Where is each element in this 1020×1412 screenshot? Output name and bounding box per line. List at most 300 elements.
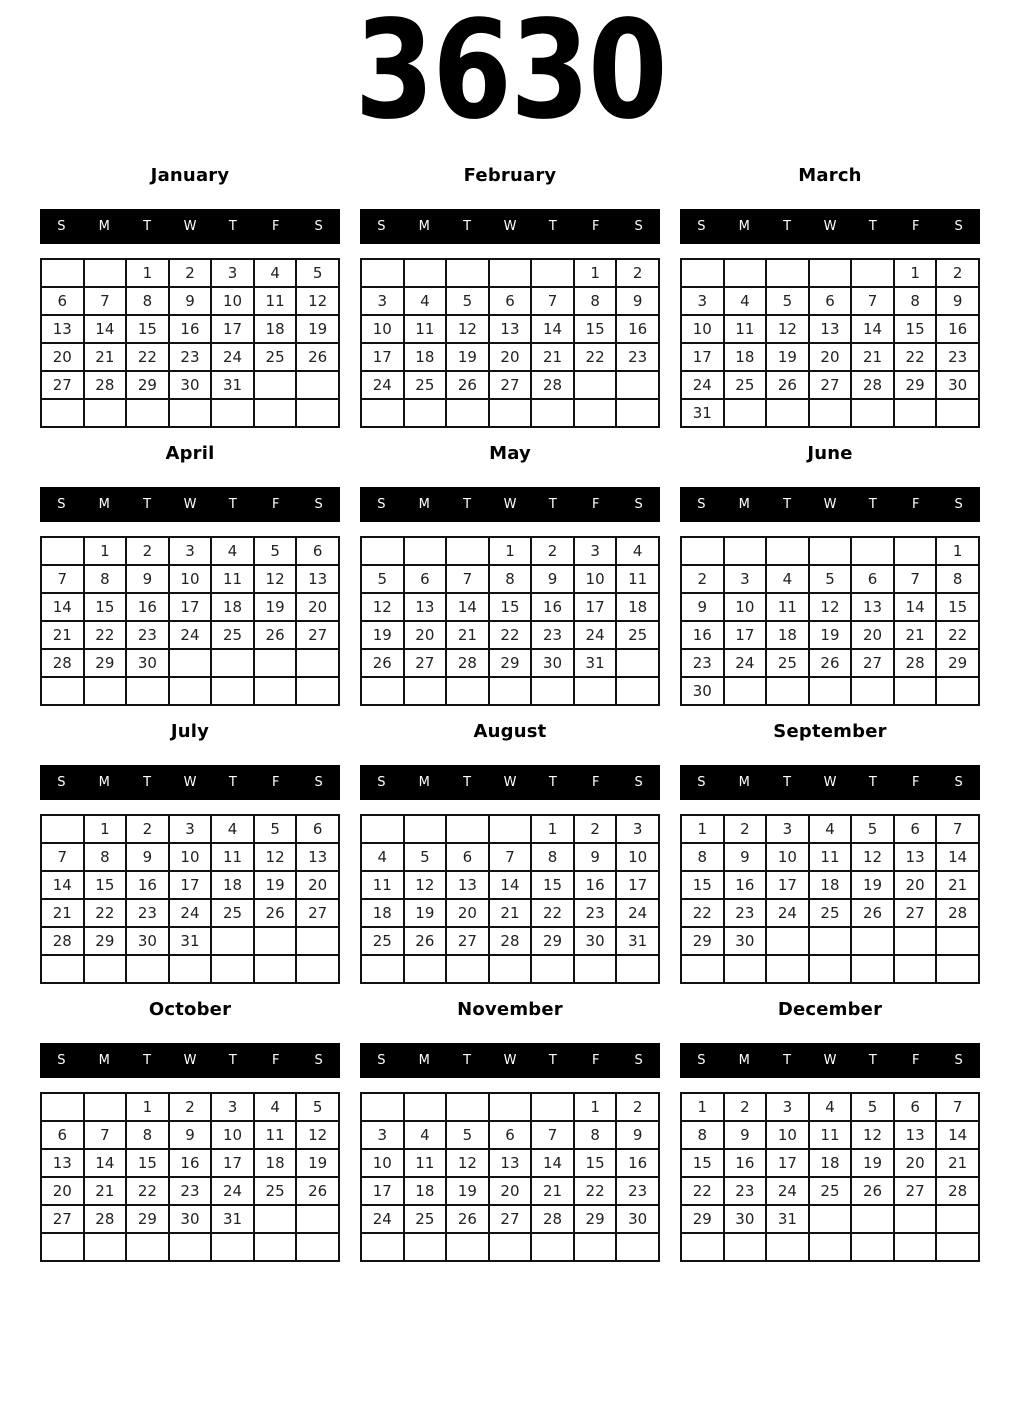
day-cell: 1 <box>84 815 127 843</box>
empty-day-cell <box>41 1093 84 1121</box>
day-cell: 27 <box>296 621 339 649</box>
day-cell: 31 <box>574 649 617 677</box>
day-cell: 16 <box>616 315 659 343</box>
weekday-label: M <box>98 1053 110 1068</box>
day-cell: 22 <box>936 621 979 649</box>
empty-day-cell <box>851 677 894 705</box>
day-cell: 1 <box>531 815 574 843</box>
empty-day-cell <box>254 399 297 427</box>
day-cell: 18 <box>254 1149 297 1177</box>
month-title: February <box>463 165 557 186</box>
empty-day-cell <box>446 955 489 983</box>
day-cell: 31 <box>169 927 212 955</box>
day-cell: 30 <box>126 649 169 677</box>
empty-day-cell <box>809 537 852 565</box>
day-cell: 21 <box>851 343 894 371</box>
empty-day-cell <box>126 399 169 427</box>
day-cell: 18 <box>254 315 297 343</box>
week-row <box>681 621 979 649</box>
day-cell: 9 <box>574 843 617 871</box>
day-cell: 14 <box>446 593 489 621</box>
day-cell: 22 <box>126 343 169 371</box>
day-cell: 1 <box>681 815 724 843</box>
day-cell: 20 <box>446 899 489 927</box>
day-cell: 4 <box>809 1093 852 1121</box>
month-june <box>680 443 980 721</box>
empty-day-cell <box>851 259 894 287</box>
weekday-label: W <box>503 219 517 234</box>
weekday-label: T <box>463 497 472 512</box>
weekday-label: S <box>57 1053 66 1068</box>
empty-day-cell <box>489 1093 532 1121</box>
day-cell: 4 <box>766 565 809 593</box>
empty-day-cell <box>531 1093 574 1121</box>
empty-day-cell <box>681 537 724 565</box>
day-cell: 10 <box>361 315 404 343</box>
empty-day-cell <box>531 259 574 287</box>
empty-day-cell <box>361 537 404 565</box>
week-row <box>361 649 659 677</box>
weekday-label: M <box>418 1053 430 1068</box>
day-cell: 17 <box>766 871 809 899</box>
month-september <box>680 721 980 999</box>
week-row <box>681 815 979 843</box>
day-cell: 15 <box>894 315 937 343</box>
day-cell: 24 <box>724 649 767 677</box>
empty-day-cell <box>84 1093 127 1121</box>
day-cell: 9 <box>724 1121 767 1149</box>
day-cell: 5 <box>446 287 489 315</box>
day-cell: 15 <box>84 871 127 899</box>
day-cell: 10 <box>616 843 659 871</box>
weekday-label: S <box>954 1053 963 1068</box>
empty-day-cell <box>254 1233 297 1261</box>
day-cell: 24 <box>211 343 254 371</box>
empty-day-cell <box>574 955 617 983</box>
weekday-label: W <box>823 1053 837 1068</box>
empty-day-cell <box>41 677 84 705</box>
empty-day-cell <box>681 259 724 287</box>
day-cell: 18 <box>809 871 852 899</box>
day-cell: 28 <box>84 1205 127 1233</box>
day-cell: 3 <box>169 537 212 565</box>
day-cell: 8 <box>574 287 617 315</box>
day-cell: 17 <box>724 621 767 649</box>
day-cell: 7 <box>851 287 894 315</box>
empty-day-cell <box>724 677 767 705</box>
weekday-label: S <box>57 219 66 234</box>
day-cell: 7 <box>894 565 937 593</box>
day-cell: 24 <box>766 899 809 927</box>
weekday-label: S <box>377 219 386 234</box>
weekday-label: T <box>548 497 557 512</box>
empty-day-cell <box>169 955 212 983</box>
weekday-label: F <box>271 775 280 790</box>
day-cell: 14 <box>41 871 84 899</box>
day-cell: 9 <box>616 1121 659 1149</box>
day-cell: 17 <box>574 593 617 621</box>
day-cell: 30 <box>724 1205 767 1233</box>
empty-day-cell <box>404 259 447 287</box>
weekday-label: T <box>143 219 152 234</box>
day-cell: 15 <box>126 315 169 343</box>
week-row <box>361 287 659 315</box>
empty-day-cell <box>851 1233 894 1261</box>
empty-day-cell <box>404 1233 447 1261</box>
empty-day-cell <box>296 1205 339 1233</box>
week-row <box>361 259 659 287</box>
day-cell: 22 <box>681 899 724 927</box>
weekday-label: T <box>143 497 152 512</box>
empty-day-cell <box>404 399 447 427</box>
weekday-label: F <box>911 219 920 234</box>
empty-day-cell <box>254 955 297 983</box>
date-table-body <box>361 1093 659 1261</box>
weekday-label: S <box>377 775 386 790</box>
empty-day-cell <box>296 927 339 955</box>
day-cell: 14 <box>489 871 532 899</box>
day-cell: 6 <box>489 1121 532 1149</box>
weekday-label: W <box>503 775 517 790</box>
weekday-label: W <box>183 497 197 512</box>
day-cell: 8 <box>681 843 724 871</box>
day-cell: 2 <box>724 815 767 843</box>
weekday-bar <box>360 209 660 244</box>
week-row <box>41 1149 339 1177</box>
month-october <box>40 999 340 1277</box>
day-cell: 30 <box>616 1205 659 1233</box>
date-table <box>40 814 340 984</box>
week-row <box>41 621 339 649</box>
weekday-label: F <box>911 775 920 790</box>
day-cell: 4 <box>211 537 254 565</box>
date-table <box>360 814 660 984</box>
day-cell: 10 <box>211 1121 254 1149</box>
day-cell: 7 <box>41 843 84 871</box>
week-row <box>681 399 979 427</box>
day-cell: 29 <box>681 1205 724 1233</box>
empty-day-cell <box>724 537 767 565</box>
day-cell: 17 <box>766 1149 809 1177</box>
day-cell: 14 <box>894 593 937 621</box>
empty-day-cell <box>894 677 937 705</box>
day-cell: 19 <box>809 621 852 649</box>
day-cell: 19 <box>296 315 339 343</box>
day-cell: 16 <box>724 1149 767 1177</box>
day-cell: 23 <box>574 899 617 927</box>
week-row <box>681 1233 979 1261</box>
weekday-label: T <box>783 775 792 790</box>
week-row <box>41 815 339 843</box>
empty-day-cell <box>766 537 809 565</box>
empty-day-cell <box>809 399 852 427</box>
day-cell: 4 <box>809 815 852 843</box>
day-cell: 1 <box>936 537 979 565</box>
day-cell: 9 <box>616 287 659 315</box>
day-cell: 3 <box>766 815 809 843</box>
weekday-label: T <box>868 775 877 790</box>
week-row <box>681 1121 979 1149</box>
empty-day-cell <box>84 259 127 287</box>
day-cell: 12 <box>404 871 447 899</box>
week-row <box>361 899 659 927</box>
day-cell: 8 <box>894 287 937 315</box>
day-cell: 19 <box>766 343 809 371</box>
weekday-label: W <box>823 219 837 234</box>
empty-day-cell <box>211 955 254 983</box>
weekday-label: M <box>418 219 430 234</box>
day-cell: 24 <box>211 1177 254 1205</box>
empty-day-cell <box>296 399 339 427</box>
day-cell: 5 <box>254 815 297 843</box>
week-row <box>361 1205 659 1233</box>
week-row <box>361 955 659 983</box>
empty-day-cell <box>169 1233 212 1261</box>
day-cell: 19 <box>296 1149 339 1177</box>
empty-day-cell <box>296 1233 339 1261</box>
empty-day-cell <box>766 955 809 983</box>
day-cell: 19 <box>361 621 404 649</box>
week-row <box>41 537 339 565</box>
day-cell: 23 <box>616 1177 659 1205</box>
day-cell: 29 <box>894 371 937 399</box>
day-cell: 27 <box>809 371 852 399</box>
day-cell: 12 <box>446 315 489 343</box>
weekday-bar <box>40 209 340 244</box>
weekday-label: S <box>954 219 963 234</box>
day-cell: 31 <box>681 399 724 427</box>
day-cell: 11 <box>361 871 404 899</box>
weekday-bar <box>680 1043 980 1078</box>
weekday-label: S <box>314 497 323 512</box>
empty-day-cell <box>404 815 447 843</box>
day-cell: 1 <box>574 259 617 287</box>
day-cell: 27 <box>489 1205 532 1233</box>
day-cell: 22 <box>681 1177 724 1205</box>
day-cell: 23 <box>169 343 212 371</box>
month-march <box>680 165 980 443</box>
weekday-bar <box>40 487 340 522</box>
day-cell: 25 <box>404 1205 447 1233</box>
week-row <box>681 287 979 315</box>
day-cell: 28 <box>936 1177 979 1205</box>
day-cell: 26 <box>254 899 297 927</box>
day-cell: 18 <box>211 593 254 621</box>
empty-day-cell <box>404 537 447 565</box>
week-row <box>41 1177 339 1205</box>
day-cell: 30 <box>574 927 617 955</box>
weekday-label: S <box>954 497 963 512</box>
empty-day-cell <box>936 1233 979 1261</box>
day-cell: 13 <box>851 593 894 621</box>
day-cell: 17 <box>211 315 254 343</box>
day-cell: 27 <box>41 1205 84 1233</box>
empty-day-cell <box>489 1233 532 1261</box>
day-cell: 8 <box>84 843 127 871</box>
empty-day-cell <box>724 259 767 287</box>
day-cell: 8 <box>84 565 127 593</box>
empty-day-cell <box>84 399 127 427</box>
week-row <box>361 399 659 427</box>
day-cell: 8 <box>531 843 574 871</box>
weekday-label: T <box>868 219 877 234</box>
week-row <box>41 927 339 955</box>
day-cell: 5 <box>446 1121 489 1149</box>
day-cell: 3 <box>211 259 254 287</box>
empty-day-cell <box>404 677 447 705</box>
day-cell: 12 <box>254 843 297 871</box>
date-table-body <box>361 815 659 983</box>
empty-day-cell <box>894 1233 937 1261</box>
day-cell: 23 <box>126 621 169 649</box>
day-cell: 2 <box>126 815 169 843</box>
empty-day-cell <box>84 677 127 705</box>
month-title: September <box>773 721 887 742</box>
day-cell: 9 <box>936 287 979 315</box>
empty-day-cell <box>809 927 852 955</box>
day-cell: 11 <box>211 565 254 593</box>
day-cell: 7 <box>84 287 127 315</box>
empty-day-cell <box>616 649 659 677</box>
weekday-label: T <box>143 775 152 790</box>
empty-day-cell <box>446 1093 489 1121</box>
day-cell: 29 <box>531 927 574 955</box>
day-cell: 11 <box>404 1149 447 1177</box>
empty-day-cell <box>41 537 84 565</box>
day-cell: 12 <box>809 593 852 621</box>
week-row <box>41 1121 339 1149</box>
day-cell: 17 <box>616 871 659 899</box>
weekday-label: T <box>463 775 472 790</box>
day-cell: 17 <box>169 593 212 621</box>
month-title: January <box>150 165 230 186</box>
day-cell: 18 <box>766 621 809 649</box>
day-cell: 11 <box>809 1121 852 1149</box>
weekday-label: S <box>634 775 643 790</box>
day-cell: 19 <box>851 1149 894 1177</box>
day-cell: 27 <box>489 371 532 399</box>
day-cell: 11 <box>766 593 809 621</box>
week-row <box>681 843 979 871</box>
week-row <box>41 287 339 315</box>
empty-day-cell <box>254 1205 297 1233</box>
day-cell: 29 <box>126 1205 169 1233</box>
day-cell: 10 <box>724 593 767 621</box>
day-cell: 23 <box>681 649 724 677</box>
empty-day-cell <box>531 955 574 983</box>
week-row <box>41 315 339 343</box>
empty-day-cell <box>126 1233 169 1261</box>
day-cell: 9 <box>169 287 212 315</box>
day-cell: 5 <box>809 565 852 593</box>
day-cell: 10 <box>211 287 254 315</box>
week-row <box>361 871 659 899</box>
day-cell: 30 <box>531 649 574 677</box>
day-cell: 7 <box>531 287 574 315</box>
week-row <box>41 1233 339 1261</box>
day-cell: 16 <box>936 315 979 343</box>
weekday-label: F <box>591 497 600 512</box>
day-cell: 27 <box>894 899 937 927</box>
weekday-label: W <box>503 497 517 512</box>
day-cell: 26 <box>296 343 339 371</box>
day-cell: 7 <box>531 1121 574 1149</box>
weekday-label: T <box>868 497 877 512</box>
week-row <box>41 399 339 427</box>
day-cell: 6 <box>446 843 489 871</box>
day-cell: 26 <box>254 621 297 649</box>
day-cell: 3 <box>361 1121 404 1149</box>
empty-day-cell <box>616 1233 659 1261</box>
empty-day-cell <box>936 927 979 955</box>
day-cell: 3 <box>766 1093 809 1121</box>
empty-day-cell <box>254 371 297 399</box>
day-cell: 15 <box>531 871 574 899</box>
day-cell: 6 <box>894 1093 937 1121</box>
day-cell: 28 <box>531 371 574 399</box>
day-cell: 19 <box>446 1177 489 1205</box>
day-cell: 14 <box>531 315 574 343</box>
day-cell: 5 <box>851 1093 894 1121</box>
day-cell: 30 <box>126 927 169 955</box>
day-cell: 12 <box>254 565 297 593</box>
week-row <box>681 1093 979 1121</box>
day-cell: 5 <box>296 1093 339 1121</box>
day-cell: 11 <box>404 315 447 343</box>
date-table-body <box>681 537 979 705</box>
day-cell: 13 <box>446 871 489 899</box>
empty-day-cell <box>169 649 212 677</box>
day-cell: 19 <box>254 871 297 899</box>
date-table-body <box>41 259 339 427</box>
weekday-label: M <box>98 775 110 790</box>
week-row <box>681 1177 979 1205</box>
day-cell: 17 <box>361 1177 404 1205</box>
weekday-label: S <box>697 775 706 790</box>
empty-day-cell <box>41 399 84 427</box>
empty-day-cell <box>254 677 297 705</box>
weekday-label: S <box>634 219 643 234</box>
day-cell: 12 <box>361 593 404 621</box>
day-cell: 23 <box>724 1177 767 1205</box>
empty-day-cell <box>851 399 894 427</box>
day-cell: 18 <box>809 1149 852 1177</box>
day-cell: 18 <box>361 899 404 927</box>
day-cell: 24 <box>616 899 659 927</box>
day-cell: 30 <box>169 1205 212 1233</box>
weekday-label: T <box>548 219 557 234</box>
empty-day-cell <box>169 677 212 705</box>
week-row <box>361 1233 659 1261</box>
date-table <box>680 258 980 428</box>
weekday-label: T <box>228 1053 237 1068</box>
day-cell: 29 <box>84 927 127 955</box>
weekday-bar <box>360 487 660 522</box>
week-row <box>41 649 339 677</box>
calendar-grid <box>40 165 980 1277</box>
day-cell: 12 <box>446 1149 489 1177</box>
empty-day-cell <box>361 677 404 705</box>
weekday-label: W <box>503 1053 517 1068</box>
day-cell: 7 <box>489 843 532 871</box>
empty-day-cell <box>361 1093 404 1121</box>
day-cell: 20 <box>41 1177 84 1205</box>
day-cell: 19 <box>446 343 489 371</box>
date-table <box>360 258 660 428</box>
day-cell: 13 <box>489 1149 532 1177</box>
day-cell: 25 <box>616 621 659 649</box>
empty-day-cell <box>211 649 254 677</box>
